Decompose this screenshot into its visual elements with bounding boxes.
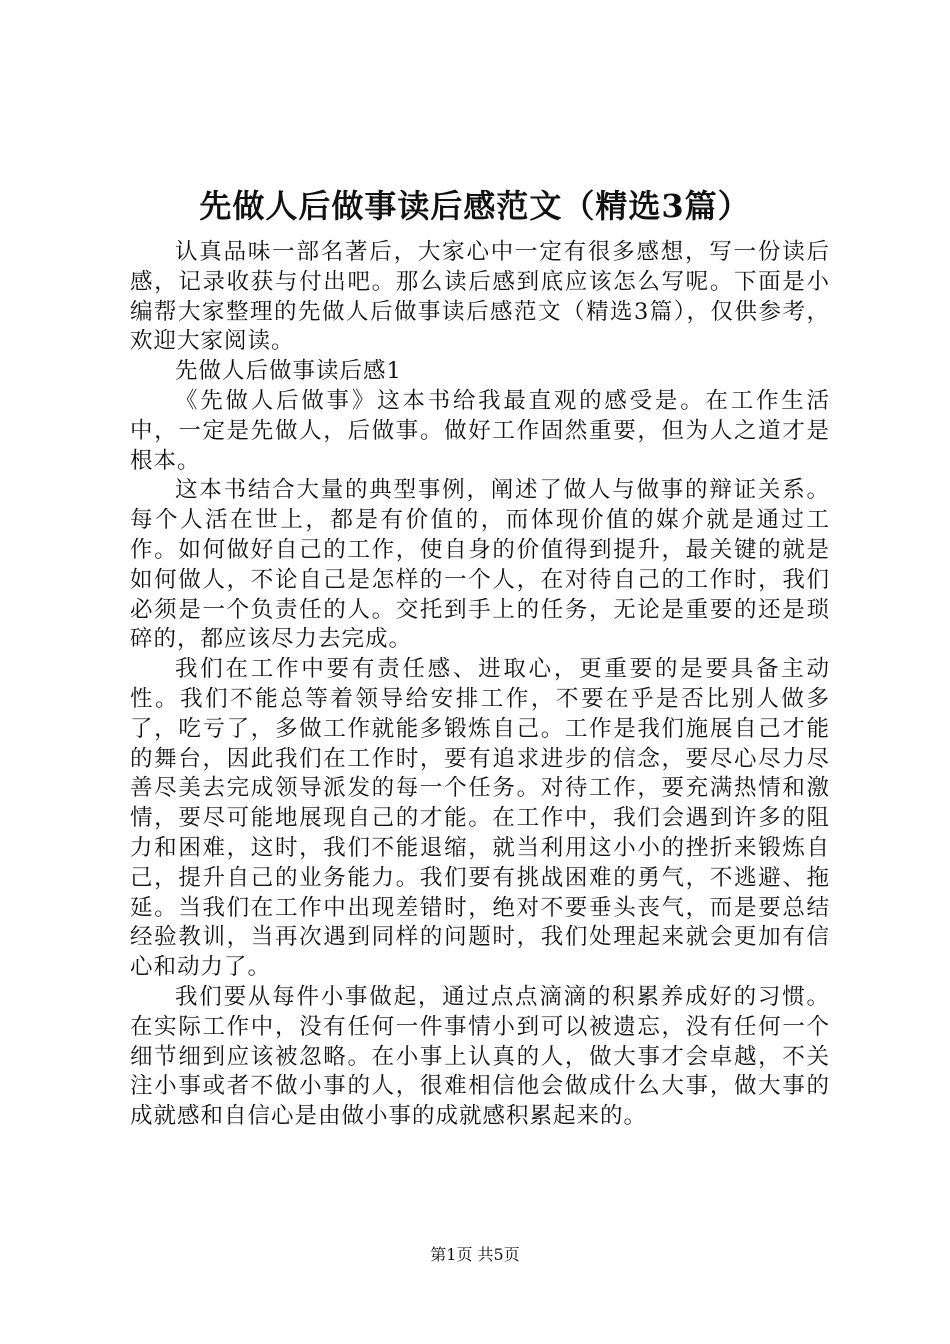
document-title: 先做人后做事读后感范文（精选3篇） [199,187,751,225]
intro-paragraph: 认真品味一部名著后，大家心中一定有很多感想，写一份读后感，记录收获与付出吧。那么读后感到底应该怎么写呢。下面是小编帮大家整理的先做人后做事读后感范文（精选3篇），仅供参考，欢迎大家阅读。 [130,239,830,355]
document-body [130,238,830,1132]
page-footer: 第1页 共5页 [430,1245,520,1264]
body-paragraph: 《先做人后做事》这本书给我最直观的感受是。在工作生活中，一定是先做人，后做事。做好工作固然重要，但为人之道才是根本。 [130,387,830,474]
body-paragraph: 这本书结合大量的典型事例，阐述了做人与做事的辩证关系。每个人活在世上，都是有价值的，而体现价值的媒介就是通过工作。如何做好自己的工作，使自身的价值得到提升，最关键的就是如何做人，不论自己是怎样的一个人，在对待自己的工作时，我们必须是一个负责任的人。交托到手上的任务，无论是重要的还是琐碎的，都应该尽力去完成。 [130,477,830,653]
section-heading: 先做人后做事读后感1 [175,358,402,385]
body-paragraph: 我们在工作中要有责任感、进取心，更重要的是要具备主动性。我们不能总等着领导给安排工作，不要在乎是否比别人做多了，吃亏了，多做工作就能多锻炼自己。工作是我们施展自己才能的舞台，因此我们在工作时，要有追求进步的信念，要尽心尽力尽善尽美去完成领导派发的每一个任务。对待工作，要充满热情和激情，要尽可能地展现自己的才能。在工作中，我们会遇到许多的阻力和困难，这时，我们不能退缩，就当利用这小小的挫折来锻炼自己，提升自己的业务能力。我们要有挑战困难的勇气，不逃避、拖延。当我们在工作中出现差错时，绝对不要垂头丧气，而是要总结经验教训，当再次遇到同样的问题时，我们处理起来就会更加有信心和动力了。 [130,656,830,981]
body-paragraph: 我们要从每件小事做起，通过点点滴滴的积累养成好的习惯。在实际工作中，没有任何一件事情小到可以被遗忘，没有任何一个细节细到应该被忽略。在小事上认真的人，做大事才会卓越，不关注小事或者不做小事的人，很难相信他会做成什么大事，做大事的成就感和自信心是由做小事的成就感积累起来的。 [130,983,830,1130]
